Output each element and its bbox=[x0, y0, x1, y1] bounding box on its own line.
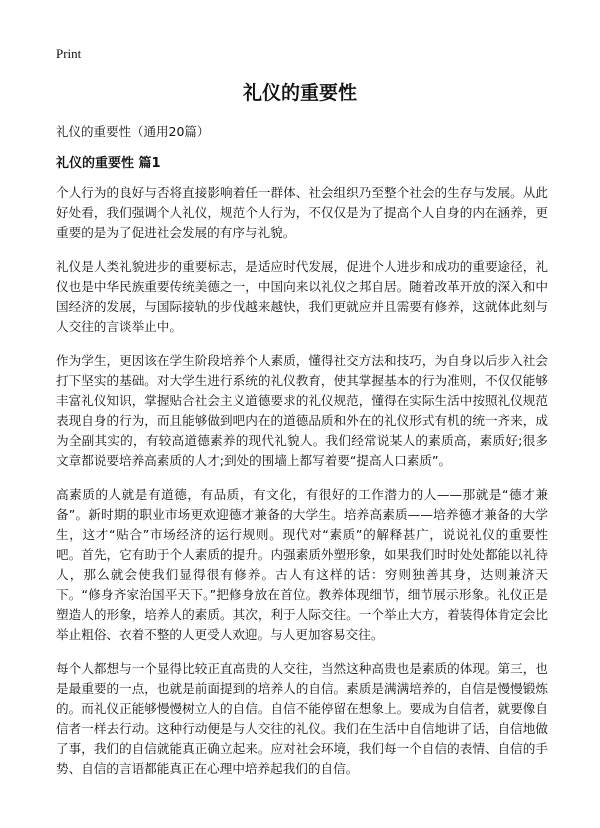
paragraph: 个人行为的良好与否将直接影响着任一群体、社会组织乃至整个社会的生存与发展。从此好处看，我们强调个人礼仪，规范个人行为，不仅仅是为了提高个人自身的内在涵养，更重要的是为了促进社会发展的有序与礼貌。 bbox=[56, 185, 548, 240]
page-title: 礼仪的重要性 bbox=[242, 82, 357, 104]
section-heading: 礼仪的重要性 篇1 bbox=[56, 156, 161, 171]
paragraph: 作为学生，更因该在学生阶段培养个人素质，懂得社交方法和技巧，为自身以后步入社会打下坚实的基础。对大学生进行系统的礼仪教育，使其掌握基本的行为准则，不仅仅能够丰富礼仪知识，掌握贴合社会主义道德要求的礼仪规范，懂得在实际生活中按照礼仪规范表现自身的行为，而且能够做到吧内在的道德品质和外在的礼仪形式有机的统一齐来，成为全副其实的，有较高道德素养的现代礼貌人。我们经常说某人的素质高，素质好;很多文章都说要培养高素质的人才;到处的围墙上都写着要“提高人口素质”。 bbox=[56, 353, 548, 468]
article-body bbox=[56, 183, 548, 793]
paragraph: 高素质的人就是有道德，有品质，有文化，有很好的工作潜力的人——那就是“德才兼备”。新时期的职业市场更欢迎德才兼备的大学生。培养高素质——培养德才兼备的大学生，这才“贴合”市场经济的运行规则。现代对“素质”的解释甚广，说说礼仪的重要性吧。首先，它有助于个人素质的提升。内强素质外塑形象，如果我们时时处处都能以礼待人，那么就会使我们显得很有修养。古人有这样的话：穷则独善其身，达则兼济天下。“修身齐家治国平天下。”把修身放在首位。教养体现细节，细节展示形象。礼仪正是塑造人的形象，培养人的素质。其次，利于人际交往。一个举止大方，着装得体肯定会比举止粗俗、衣着不整的人更受人欢迎。与人更加容易交往。 bbox=[56, 487, 548, 642]
document-subtitle: 礼仪的重要性（通用20篇） bbox=[56, 124, 210, 139]
print-link[interactable]: Print bbox=[56, 46, 82, 61]
paragraph: 礼仪是人类礼貌进步的重要标志，是适应时代发展，促进个人进步和成功的重要途径，礼仪也是中华民族重要传统美德之一，中国向来以礼仪之邦自居。随着改革开放的深入和中国经济的发展，与国际接轨的步伐越来越快，我们更就应并且需要有修养，这就体此刻与人交往的言谈举止中。 bbox=[56, 259, 548, 334]
paragraph: 每个人都想与一个显得比较正直高贵的人交往，当然这种高贵也是素质的体现。第三，也是最重要的一点，也就是前面提到的培养人的自信。素质是满满培养的，自信是慢慢锻炼的。而礼仪正能够慢慢树立人的自信。自信不能停留在想象上。要成为自信者，就要像自信者一样去行动。这种行动便是与人交往的礼仪。我们在生活中自信地讲了话，自信地做了事，我们的自信就能真正确立起来。应对社会环境，我们每一个自信的表情、自信的手势、自信的言语都能真正在心理中培养起我们的自信。 bbox=[56, 661, 548, 776]
